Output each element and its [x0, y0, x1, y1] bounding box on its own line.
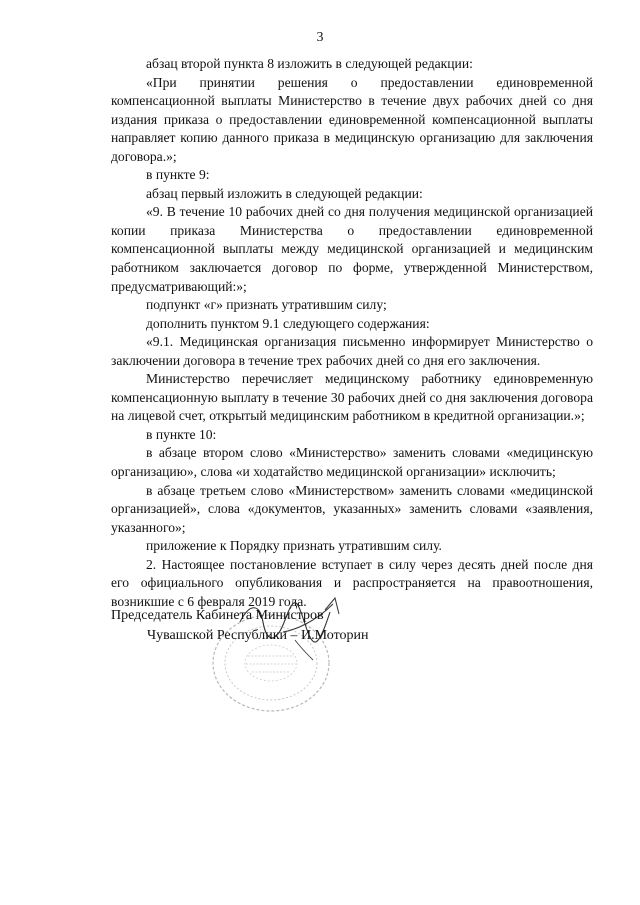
paragraph-11: в абзаце втором слово «Министерство» заменить словами «медицинскую организацию», слова «и ходатайство медицинской организации» исключить;: [111, 445, 593, 480]
paragraph-9: Министерство перечисляет медицинскому работнику единовременную компенсационную выплату в течение 30 рабочих дней со дня заключения договора на лицевой счет, открытый медицинским работником в кредитной организации.»;: [111, 371, 593, 424]
page-number: 3: [316, 30, 324, 45]
paragraph-10: в пункте 10:: [146, 426, 217, 442]
paragraph-14: 2. Настоящее постановление вступает в силу через десять дней после дня его официального опубликования и распространяется на правоотношения, возникшие с 6 февраля 2019 года.: [111, 556, 593, 609]
paragraph-12: в абзаце третьем слово «Министерством» заменить словами «медицинской организацией», слова «документов, указанных» заменить словами «заявления, указанного»;: [111, 482, 593, 535]
paragraph-3: в пункте 9:: [146, 167, 210, 183]
paragraph-6: подпункт «г» признать утратившим силу;: [146, 297, 387, 313]
paragraph-13: приложение к Порядку признать утратившим силу.: [146, 538, 442, 554]
document-body: [111, 55, 593, 611]
paragraph-1: абзац второй пункта 8 изложить в следующей редакции:: [146, 56, 473, 71]
paragraph-7: дополнить пунктом 9.1 следующего содержания:: [146, 315, 430, 331]
paragraph-4: абзац первый изложить в следующей редакции:: [146, 185, 423, 201]
signature-block: [111, 606, 369, 646]
paragraph-2: «При принятии решения о предоставлении единовременной компенсационной выплаты Министерство в течение двух рабочих дней со дня издания приказа о предоставлении единовременной компенсационной выплаты направляет копию данного приказа в медицинскую организацию для заключения договора.»;: [111, 74, 593, 164]
signature-title: Председатель Кабинета Министров: [111, 608, 324, 623]
signature-name: Чувашской Республики – И.Моторин: [147, 628, 369, 643]
paragraph-8: «9.1. Медицинская организация письменно информирует Министерство о заключении договора в течение трех рабочих дней со дня его заключения.: [111, 334, 593, 368]
paragraph-5: «9. В течение 10 рабочих дней со дня получения медицинской организацией копии приказа Министерства о предоставлении единовременной компенсационной выплаты между медицинской организацией и медицинским работником заключается договор по форме, утвержденной Министерством, предусматривающий:»;: [111, 204, 593, 294]
